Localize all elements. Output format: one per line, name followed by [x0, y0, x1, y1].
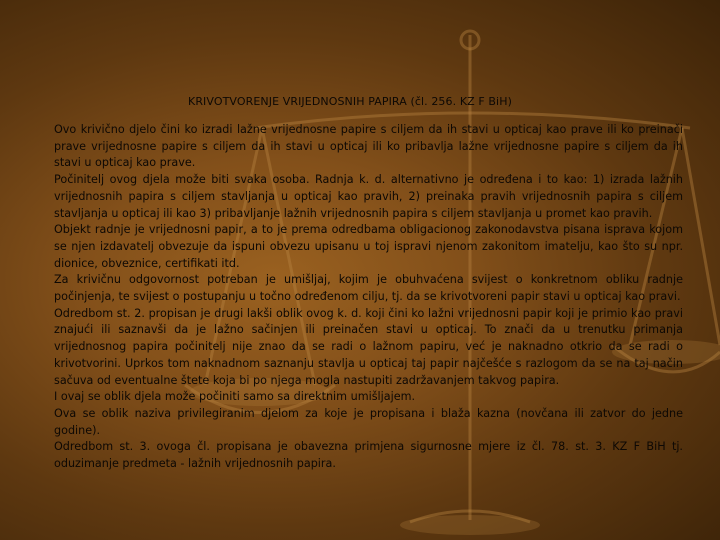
paragraph: Odredbom st. 2. propisan je drugi lakši oblik ovog k. d. koji čini ko lažni vrijednosni papir koji je primio kao pravi znajući ili saznavši da je lažno sačinjen ili preinačen stavi u opticaj. To znači da u trenutku primanja vrijednosnog papira počinitelj nije znao da se radi o lažnom papiru, već je naknadno otkrio da se radi o krivotvorini. Uprkos tom naknadnom saznanju stavlja u opticaj taj papir najčešće s razlogom da se na taj način sačuva od eventualne štete koja bi po njega mogla nastupiti zadržavanjem takvog papira.: [54, 306, 683, 387]
slide-title: KRIVOTVORENJE VRIJEDNOSNIH PAPIRA (čl. 256. KZ F BiH): [188, 95, 512, 108]
paragraph: Ova se oblik naziva privilegiranim djelom za koje je propisana i blaža kazna (novčana ili zatvor do jedne godine).: [54, 406, 683, 437]
paragraph: Za krivičnu odgovornost potreban je umišljaj, kojim je obuhvaćena svijest o konkretnom obliku radnje počinjenja, te svijest o postupanju u točno određenom cilju, tj. da se krivotvoreni papir stavi u opticaj kao pravi.: [54, 273, 683, 304]
paragraph: I ovaj se oblik djela može počiniti samo sa direktnim umišljajem.: [54, 390, 416, 404]
paragraph: Ovo krivično djelo čini ko izradi lažne vrijednosne papire s ciljem da ih stavi u opticaj kao prave ili ko preinači prave vrijednosne papire s ciljem da ih stavi u opticaj ili ko pribavlja lažne vrijednosne papire s ciljem da ih stavi u opticaj kao prave.: [54, 123, 683, 170]
paragraph: Odredbom st. 3. ovoga čl. propisana je obavezna primjena sigurnosne mjere iz čl. 78. st. 3. KZ F BiH tj. oduzimanje predmeta - lažnih vrijednosnih papira.: [54, 440, 683, 471]
paragraph: Objekt radnje je vrijednosni papir, a to je prema odredbama obligacionog zakonodavstva pisana isprava kojom se njen izdavatelj obvezuje da ispuni obvezu upisanu u toj ispravi njenom zakonitom imatelju, kao što su npr. dionice, obveznice, certifikati itd.: [54, 223, 683, 270]
paragraph: Počinitelj ovog djela može biti svaka osoba. Radnja k. d. alternativno je određena i to kao: 1) izrada lažnih vrijednosnih papira s ciljem stavljanja u opticaj kao pravih, 2) preinaka pravih vrijednosnih papira s ciljem stavljanja u opticaj ili kao 3) pribavljanje lažnih vrijednosnih papira s ciljem stavljanja u promet kao pravih.: [54, 173, 683, 220]
slide-body: [54, 122, 683, 473]
